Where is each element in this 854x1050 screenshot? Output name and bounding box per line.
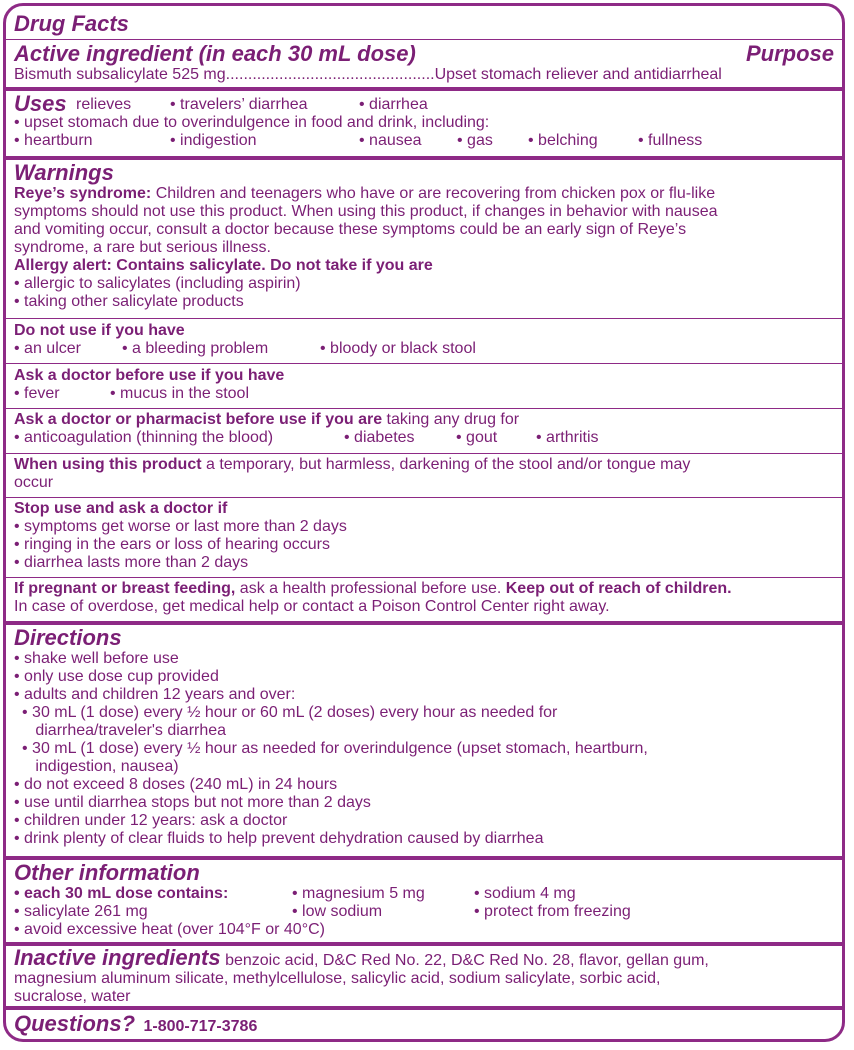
reye-text: syndrome, a rare but serious illness. [14, 239, 271, 256]
when-using-heading: When using this product [14, 456, 202, 473]
questions-phone: 1-800-717-3786 [143, 1018, 258, 1035]
ask-doctor-section [14, 367, 834, 403]
allergy-item: • allergic to salicylates (including aspirin) [14, 275, 301, 292]
other-info-item: • sodium 4 mg [474, 885, 576, 902]
other-information-heading: Other information [14, 860, 200, 885]
other-info-item: • magnesium 5 mg [292, 885, 425, 902]
ask-pharmacist-text: taking any drug for [382, 411, 520, 428]
other-info-item: • salicylate 261 mg [14, 903, 148, 920]
rule [6, 621, 842, 625]
active-ingredient-section [14, 42, 834, 84]
reye-text: symptoms should not use this product. When using this product, if changes in behavior with nausea [14, 203, 718, 220]
do-not-use-section [14, 322, 834, 358]
directions-item: • use until diarrhea stops but not more than 2 days [14, 794, 371, 811]
pregnancy-section [14, 580, 834, 616]
uses-heading: Uses [14, 91, 67, 116]
rule [6, 156, 842, 160]
ask-pharmacist-item: • arthritis [536, 429, 599, 446]
other-information-section [14, 861, 834, 939]
rule [6, 87, 842, 91]
other-info-item: • avoid excessive heat (over 104°F or 40°C) [14, 921, 325, 938]
directions-subitem: indigestion, nausea) [22, 758, 179, 775]
ask-pharmacist-item: • diabetes [344, 429, 415, 446]
reye-text: Children and teenagers who have or are recovering from chicken pox or flu-like [151, 185, 716, 202]
uses-relieves: relieves [76, 96, 132, 113]
drug-facts-panel [3, 3, 845, 1042]
questions-heading: Questions? [14, 1011, 136, 1036]
other-info-item: • low sodium [292, 903, 383, 920]
rule [6, 363, 842, 364]
uses-item: • fullness [638, 132, 703, 149]
directions-item: • only use dose cup provided [14, 668, 219, 685]
ask-pharmacist-item: • gout [456, 429, 498, 446]
rule [6, 408, 842, 409]
active-ingredient-heading: Active ingredient (in each 30 mL dose) [14, 41, 416, 66]
directions-heading: Directions [14, 625, 122, 650]
uses-section [14, 92, 834, 150]
stop-use-item: • diarrhea lasts more than 2 days [14, 554, 249, 571]
do-not-use-item: • bloody or black stool [320, 340, 476, 357]
directions-item: • shake well before use [14, 650, 179, 667]
directions-item: • children under 12 years: ask a doctor [14, 812, 288, 829]
when-using-text: a temporary, but harmless, darkening of the stool and/or tongue may [201, 456, 691, 473]
inactive-ingredients-text: benzoic acid, D&C Red No. 22, D&C Red No. 28, flavor, gellan gum, [220, 952, 709, 969]
directions-subitem: diarrhea/traveler's diarrhea [22, 722, 227, 739]
directions-section [14, 626, 834, 848]
drug-facts-title: Drug Facts [14, 11, 129, 36]
ask-pharmacist-item: • anticoagulation (thinning the blood) [14, 429, 274, 446]
rule [6, 39, 842, 40]
other-info-item: • each 30 mL dose contains: [14, 885, 229, 902]
uses-item: • heartburn [14, 132, 93, 149]
uses-line: • upset stomach due to overindulgence in food and drink, including: [14, 114, 490, 131]
reye-text: and vomiting occur, consult a doctor because these symptoms could be an early sign of Reye’s [14, 221, 687, 238]
ask-doctor-item: • mucus in the stool [110, 385, 249, 402]
uses-item: • belching [528, 132, 598, 149]
ask-doctor-item: • fever [14, 385, 60, 402]
do-not-use-item: • a bleeding problem [122, 340, 269, 357]
do-not-use-item: • an ulcer [14, 340, 81, 357]
do-not-use-heading: Do not use if you have [14, 322, 185, 339]
overdose-text: In case of overdose, get medical help or contact a Poison Control Center right away. [14, 598, 610, 615]
active-ingredient-value: Bismuth subsalicylate 525 mg [14, 66, 226, 83]
questions-section [14, 1012, 834, 1036]
inactive-ingredients-text: magnesium aluminum silicate, methylcellulose, salicylic acid, sodium salicylate, sorbic acid, [14, 970, 661, 987]
leader-dots: ............................................... [225, 66, 435, 83]
uses-item: • indigestion [170, 132, 257, 149]
stop-use-heading: Stop use and ask a doctor if [14, 500, 228, 517]
uses-item: • diarrhea [359, 96, 428, 113]
uses-item: • gas [457, 132, 493, 149]
stop-use-item: • ringing in the ears or loss of hearing occurs [14, 536, 330, 553]
rule [6, 453, 842, 454]
rule [6, 577, 842, 578]
when-using-section [14, 456, 834, 492]
rule [6, 497, 842, 498]
uses-item: • nausea [359, 132, 422, 149]
keep-out-of-reach: Keep out of reach of children. [505, 580, 732, 597]
directions-item: • adults and children 12 years and over: [14, 686, 296, 703]
uses-item: • travelers’ diarrhea [170, 96, 308, 113]
ask-pharmacist-section [14, 411, 834, 447]
ask-pharmacist-heading: Ask a doctor or pharmacist before use if you are [14, 411, 383, 428]
allergy-item: • taking other salicylate products [14, 293, 244, 310]
purpose-heading: Purpose [745, 41, 834, 66]
directions-item: • drink plenty of clear fluids to help prevent dehydration caused by diarrhea [14, 830, 544, 847]
directions-subitem: • 30 mL (1 dose) every ½ hour as needed for overindulgence (upset stomach, heartburn, [22, 740, 648, 757]
stop-use-section [14, 500, 834, 572]
when-using-text: occur [14, 474, 54, 491]
inactive-ingredients-text: sucralose, water [14, 988, 131, 1005]
allergy-alert-heading: Allergy alert: Contains salicylate. Do not take if you are [14, 257, 433, 274]
pregnancy-text: ask a health professional before use. [235, 580, 506, 597]
inactive-ingredients-heading: Inactive ingredients [14, 945, 221, 970]
reye-heading: Reye’s syndrome: [14, 185, 152, 202]
directions-subitem: • 30 mL (1 dose) every ½ hour or 60 mL (2 doses) every hour as needed for [22, 704, 558, 721]
purpose-value: Upset stomach reliever and antidiarrheal [434, 66, 722, 83]
pregnancy-heading: If pregnant or breast feeding, [14, 580, 236, 597]
ask-doctor-heading: Ask a doctor before use if you have [14, 367, 285, 384]
rule [6, 1006, 842, 1010]
stop-use-item: • symptoms get worse or last more than 2 days [14, 518, 347, 535]
other-info-item: • protect from freezing [474, 903, 631, 920]
rule [6, 318, 842, 319]
warnings-section [14, 161, 834, 311]
warnings-heading: Warnings [14, 160, 114, 185]
directions-item: • do not exceed 8 doses (240 mL) in 24 hours [14, 776, 338, 793]
inactive-ingredients-section [14, 946, 834, 1006]
